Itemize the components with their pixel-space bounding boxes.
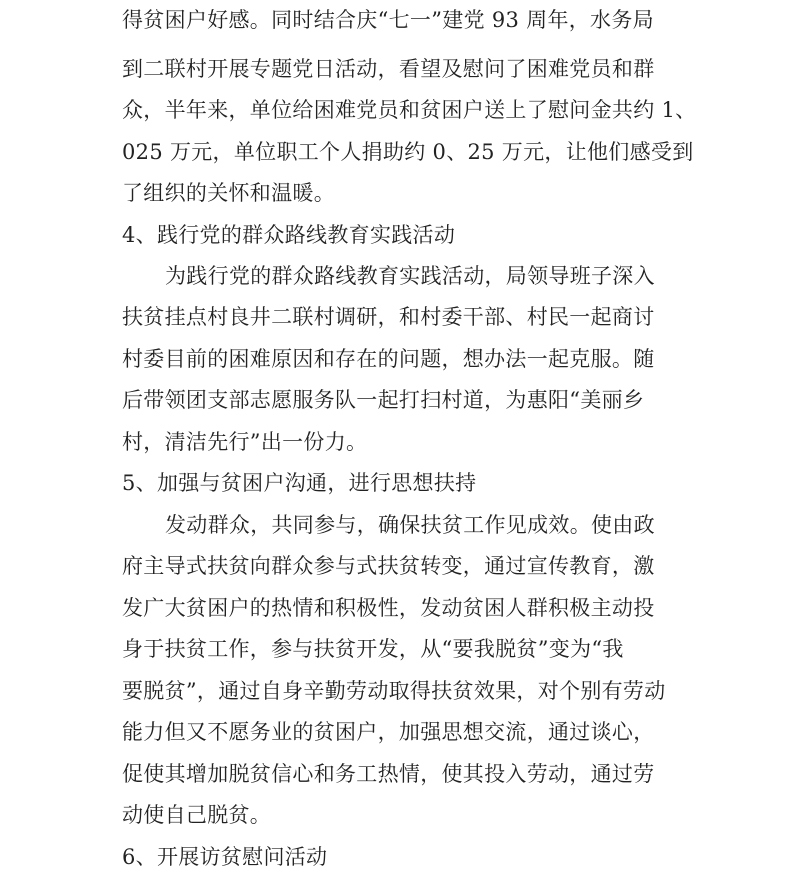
paragraph-line: 促使其增加脱贫信心和务工热情，使其投入劳动，通过劳: [122, 762, 655, 786]
paragraph-line: 能力但又不愿务业的贫困户，加强思想交流，通过谈心，: [122, 720, 655, 744]
paragraph-line: 发广大贫困户的热情和积极性，发动贫困人群积极主动投: [122, 596, 655, 620]
paragraph-line: 后带领团支部志愿服务队一起打扫村道，为惠阳“美丽乡: [122, 388, 645, 412]
paragraph-line: 要脱贫”，通过自身辛勤劳动取得扶贫效果，对个别有劳动: [122, 679, 666, 703]
paragraph-line: 扶贫挂点村良井二联村调研，和村委干部、村民一起商讨: [122, 305, 655, 329]
paragraph-line: 到二联村开展专题党日活动，看望及慰问了困难党员和群: [122, 57, 655, 81]
section-heading-6: 6、开展访贫慰问活动: [122, 845, 328, 869]
paragraph-line: 为践行党的群众路线教育实践活动，局领导班子深入: [165, 264, 655, 288]
paragraph-line: 了组织的关怀和温暖。: [122, 181, 335, 205]
paragraph-line: 动使自己脱贫。: [122, 803, 272, 827]
paragraph-line: 众，半年来，单位给困难党员和贫困户送上了慰问金共约 1、: [122, 98, 697, 122]
section-heading-4: 4、践行党的群众路线教育实践活动: [122, 223, 456, 247]
paragraph-line: 025 万元，单位职工个人捐助约 0、25 万元，让他们感受到: [122, 140, 694, 164]
paragraph-line: 发动群众，共同参与，确保扶贫工作见成效。使由政: [165, 513, 655, 537]
paragraph-line: 身于扶贫工作，参与扶贫开发，从“要我脱贫”变为“我: [122, 637, 624, 661]
paragraph-line: 府主导式扶贫向群众参与式扶贫转变，通过宣传教育，激: [122, 554, 655, 578]
section-heading-5: 5、加强与贫困户沟通，进行思想扶持: [122, 471, 477, 495]
paragraph-line: 得贫困户好感。同时结合庆“七一”建党 93 周年，水务局: [122, 8, 654, 32]
paragraph-line: 村委目前的困难原因和存在的问题，想办法一起克服。随: [122, 347, 655, 371]
paragraph-line: 村，清洁先行”出一份力。: [122, 430, 368, 454]
